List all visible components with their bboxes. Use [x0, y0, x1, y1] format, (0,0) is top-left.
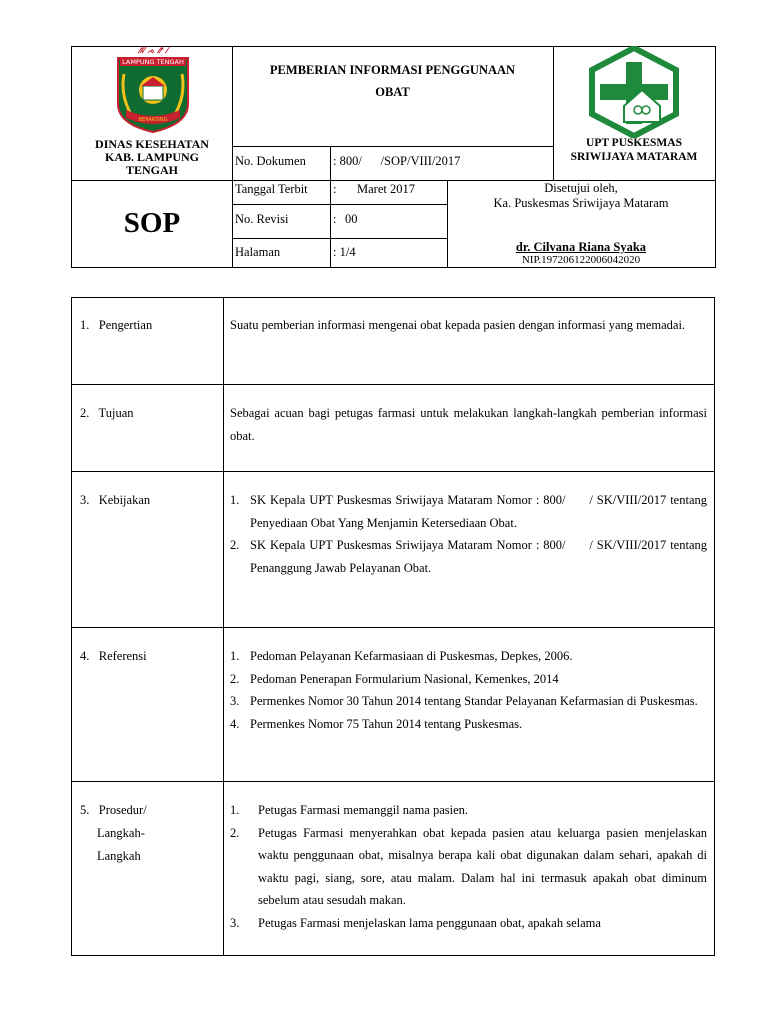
org-left-line-2: KAB. LAMPUNG	[105, 150, 199, 164]
list-item-number: 2.	[230, 538, 240, 552]
list-item	[230, 822, 707, 912]
list-item	[230, 645, 707, 668]
page-value: : 1/4	[333, 245, 356, 259]
section-label-tujuan: 2. Tujuan	[80, 406, 134, 420]
svg-text:ꤲ ᨍ ꤼ ꤷ: ꤲ ᨍ ꤼ ꤷ	[138, 46, 168, 55]
list-item-text: Petugas Farmasi memanggil nama pasien.	[258, 803, 469, 817]
list-item-number: 1.	[230, 493, 240, 507]
approval-line-2: Ka. Puskesmas Sriwijaya Mataram	[493, 196, 669, 210]
list-item-number: 2.	[230, 671, 240, 686]
list-item	[230, 489, 711, 534]
list-item-text: SK Kepala UPT Puskesmas Sriwijaya Mataram Nomor : 800/ / SK/VIII/2017 tentang Penanggung Jawab Pelayanan Obat.	[250, 538, 711, 575]
org-left-line-1: DINAS KESEHATAN	[95, 137, 209, 151]
issue-date-label: Tanggal Terbit	[235, 182, 308, 196]
lampung-tengah-logo	[106, 44, 200, 134]
list-item	[230, 690, 707, 713]
section-label-pengertian: 1. Pengertian	[80, 318, 153, 332]
puskesmas-emblem-icon	[586, 46, 682, 138]
list-item-number: 1.	[230, 649, 240, 663]
list-item-number: 3.	[230, 915, 240, 930]
list-item	[230, 668, 707, 691]
section-label-prosedur-2: Langkah-	[97, 826, 145, 840]
list-item-text: Pedoman Pelayanan Kefarmasiaan di Puskesmas, Depkes, 2006.	[250, 649, 573, 663]
list-item-text: Permenkes Nomor 75 Tahun 2014 tentang Puskesmas.	[250, 716, 523, 731]
lampung-tengah-emblem-icon	[106, 44, 200, 134]
sop-label: SOP	[123, 207, 181, 239]
list-item-number: 4.	[230, 716, 240, 731]
list-item-text: Pedoman Penerapan Formularium Nasional, Kemenkes, 2014	[250, 671, 559, 686]
prosedur-list	[230, 799, 707, 955]
list-item	[230, 713, 707, 736]
org-right-line-2: SRIWIJAYA MATARAM	[570, 151, 698, 163]
list-item-number: 3.	[230, 694, 240, 708]
approver-name: dr. Cilvana Riana Syaka	[515, 240, 647, 254]
section-label-prosedur: 5. Prosedur/	[80, 803, 147, 817]
referensi-list	[230, 645, 707, 735]
list-item-number: 2.	[230, 825, 240, 840]
doc-number-value: : 800/ /SOP/VIII/2017	[333, 154, 461, 168]
list-item-text: Petugas Farmasi menyerahkan obat kepada pasien atau keluarga pasien menjelaskan waktu penggunaan obat, misalnya berapa kali obat digunakan dalam sehari, apakah di waktu pagi, siang, sore, atau malam. Dalam hal ini termasuk apakah obat diminum sebelum atau sesudah makan.	[258, 825, 707, 907]
approver-nip: NIP.197206122006042020	[521, 254, 641, 266]
section-label-referensi: 4. Referensi	[80, 649, 147, 663]
list-item	[230, 912, 707, 935]
list-item-text: Petugas Farmasi menjelaskan lama penggunaan obat, apakah selama	[258, 915, 601, 930]
svg-text:BERARSING: BERARSING	[138, 117, 168, 123]
section-text-tujuan: Sebagai acuan bagi petugas farmasi untuk melakukan langkah-langkah pemberian informasi obat.	[230, 406, 707, 443]
section-text-pengertian: Suatu pemberian informasi mengenai obat kepada pasien dengan informasi yang memadai.	[230, 318, 686, 332]
org-left-line-3: TENGAH	[125, 163, 178, 177]
issue-date-value: Maret 2017	[357, 182, 415, 196]
list-item	[230, 534, 711, 579]
page-label: Halaman	[235, 245, 281, 259]
kebijakan-list	[230, 489, 711, 579]
issue-date-colon: :	[333, 182, 337, 196]
org-right-line-1: UPT PUSKESMAS	[586, 137, 682, 149]
document-title-line-2: OBAT	[375, 85, 410, 99]
section-label-kebijakan: 3. Kebijakan	[80, 493, 151, 507]
revision-label: No. Revisi	[235, 212, 289, 226]
revision-value: 00	[345, 212, 358, 226]
list-item-number: 1.	[230, 803, 240, 817]
doc-number-label: No. Dokumen	[235, 154, 306, 168]
list-item-text: SK Kepala UPT Puskesmas Sriwijaya Mataram Nomor : 800/ / SK/VIII/2017 tentang Penyediaan Obat Yang Menjamin Ketersediaan Obat.	[250, 493, 711, 530]
approval-line-1: Disetujui oleh,	[544, 181, 618, 195]
revision-colon: :	[333, 212, 337, 226]
puskesmas-logo	[586, 46, 682, 138]
section-label-prosedur-3: Langkah	[97, 849, 141, 863]
svg-text:LAMPUNG TENGAH: LAMPUNG TENGAH	[122, 58, 184, 66]
list-item	[230, 799, 707, 822]
list-item-text: Permenkes Nomor 30 Tahun 2014 tentang Standar Pelayanan Kefarmasian di Puskesmas.	[250, 694, 698, 708]
document-title-line-1: PEMBERIAN INFORMASI PENGGUNAAN	[269, 63, 516, 77]
